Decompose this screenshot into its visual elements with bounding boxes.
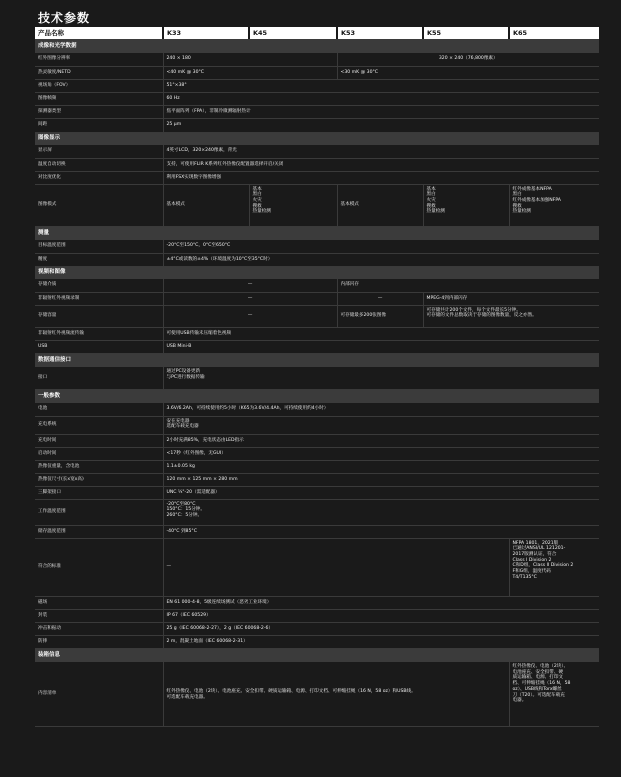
row-label: 目标温度范围 [35, 240, 163, 253]
table-row [35, 538, 599, 596]
header-k55: K55 [423, 27, 509, 39]
table-row [35, 279, 599, 292]
section-order: 装箱信息 [35, 648, 599, 662]
table-row [35, 327, 599, 340]
row-value: 240 × 180 [163, 53, 337, 66]
row-value: — [337, 292, 423, 305]
table-row [35, 525, 599, 538]
row-value: -40°C 到85°C [163, 525, 599, 538]
row-value: <30 mK @ 30°C [337, 66, 599, 79]
row-label: 图像模式 [35, 184, 163, 226]
row-label: USB [35, 340, 163, 353]
section-row [35, 39, 599, 53]
row-label: 磁场 [35, 596, 163, 609]
row-value: UNC ¼"-20（需适配器） [163, 486, 599, 499]
row-value: 基本 黑白 火灾 搜救 热量检测 [249, 184, 337, 226]
row-value: 支持，可使用FLIR K系列红外热像仪配置器选择开启/关闭 [163, 158, 599, 171]
row-value: — [163, 292, 337, 305]
row-label: 热像仪尺寸(长x宽x高) [35, 473, 163, 486]
table-row [35, 145, 599, 158]
table-row [35, 53, 599, 66]
table-row [35, 105, 599, 118]
section-video: 视频和图像 [35, 266, 599, 279]
section-general: 一般参数 [35, 389, 599, 403]
section-measure: 测量 [35, 226, 599, 240]
table-row [35, 609, 599, 622]
table-row [35, 240, 599, 253]
row-value: 红外热像仪、电池（2块）、电池座充、安全扣带、硬质运输箱、电源、打印文档、可伸缩挂绳（16 N，58 oz）和USB线。 可选配车载充电器。 [163, 662, 509, 726]
row-value: 红外成像基本NFPA 黑白 红外成像基本加强NFPA 搜救 热量检测 [509, 184, 599, 226]
header-row [35, 27, 599, 39]
row-value: 2小时充满85%，充电状态由LED指示 [163, 434, 599, 447]
row-value: 可使用USB传输未压缩着色视频 [163, 327, 599, 340]
row-value: NFPA 1801，2021版 已通过ANSI/UL 121201- 2017版测认证，符合 Class I Division 2 C和D组，Class II Division 2 F和G组，温度代码 T4/T135°C [509, 538, 599, 596]
row-value: 内部闪存 [337, 279, 599, 292]
row-label: 储存温度范围 [35, 525, 163, 538]
table-row [35, 460, 599, 473]
row-value: 120 mm × 125 mm × 280 mm [163, 473, 599, 486]
row-label: 间距 [35, 118, 163, 132]
row-label: 非辐射红外视频录制 [35, 292, 163, 305]
row-value: 4英寸LCD，320×240像素，背光 [163, 145, 599, 158]
row-value: 25 g（IEC 60068-2-27），2 g（IEC 60068-2-6） [163, 622, 599, 635]
section-imaging: 成像和光学数据 [35, 39, 599, 53]
section-row [35, 389, 599, 403]
section-comm: 数据通信接口 [35, 353, 599, 367]
page-title: 技术参数 [38, 11, 91, 25]
row-value: 可存储共计200个文件，每个文件最长5分钟。 可存储的文件总数取决于存储的图像数量，反之亦然。 [423, 305, 599, 327]
table-row [35, 416, 599, 434]
row-label: 封装 [35, 609, 163, 622]
row-label: 三脚架接口 [35, 486, 163, 499]
row-label: 内容清单 [35, 662, 163, 726]
row-label: 非辐射红外视频流传输 [35, 327, 163, 340]
header-k33: K33 [163, 27, 249, 39]
row-value: 通过PC设备更新 与PC进行数据传输 [163, 367, 599, 389]
section-row [35, 132, 599, 145]
row-value: 基本模式 [163, 184, 249, 226]
header-k53: K53 [337, 27, 423, 39]
row-value: — [163, 538, 509, 596]
row-value: USB Mini-B [163, 340, 599, 353]
row-label: 接口 [35, 367, 163, 389]
row-label: 红外图像分辨率 [35, 53, 163, 66]
row-label: 显示屏 [35, 145, 163, 158]
table-row [35, 305, 599, 327]
header-k45: K45 [249, 27, 337, 39]
table-row [35, 292, 599, 305]
row-value: 2 m，混凝土地面（IEC 60068-2-31） [163, 635, 599, 648]
row-label: 电池 [35, 403, 163, 416]
table-row [35, 486, 599, 499]
table-row [35, 367, 599, 389]
row-value: -20°C至80°C 150°C：15分钟。 260°C：5分钟。 [163, 499, 599, 525]
row-value: -20°C至150°C，0°C至650°C [163, 240, 599, 253]
row-label: 工作温度范围 [35, 499, 163, 525]
row-label: 热像仪重量，含电池 [35, 460, 163, 473]
row-value: 1.1±0.05 kg [163, 460, 599, 473]
row-value: 3.6V/6.2Ah，可持续使用约5小时（K65为3.6V/4.4Ah，可持续使用约4小时） [163, 403, 599, 416]
spec-table [35, 27, 599, 727]
row-value: 焦平面阵列（FPA），非制冷微测辐射热计 [163, 105, 599, 118]
table-row [35, 79, 599, 92]
row-label: 热灵敏度/NETD [35, 66, 163, 79]
row-value: 60 Hz [163, 92, 599, 105]
table-row [35, 596, 599, 609]
row-label: 充电时间 [35, 434, 163, 447]
row-label: 精度 [35, 253, 163, 266]
row-value: 可存储最多200张图像 [337, 305, 423, 327]
row-value: <40 mK @ 30°C [163, 66, 337, 79]
row-value: — [163, 305, 337, 327]
row-label: 视场角（FOV） [35, 79, 163, 92]
row-label: 存储容量 [35, 305, 163, 327]
table-row [35, 622, 599, 635]
row-value: 320 × 240（76,800像素） [337, 53, 599, 66]
row-value: — [163, 279, 337, 292]
row-value: MPEG-4到内部闪存 [423, 292, 599, 305]
section-row [35, 266, 599, 279]
row-value: 基本 黑白 火灾 搜救 热量检测 [423, 184, 509, 226]
row-label: 存储介质 [35, 279, 163, 292]
row-value: 安在充电器 选配车载充电器 [163, 416, 599, 434]
row-label: 充电系统 [35, 416, 163, 434]
row-value: 25 μm [163, 118, 599, 132]
table-row [35, 635, 599, 648]
table-row [35, 662, 599, 726]
row-value: 红外热像仪、电池（2块）、 电池座充、安全扣带、硬 质运输箱、电源、打印文 档、可伸缩挂绳（16 N，58 oz）、USB线和Torx螺丝 刀（T20）。可选配车载充 电器。 [509, 662, 599, 726]
section-row [35, 353, 599, 367]
header-k65: K65 [509, 27, 599, 39]
row-value: 51°×38° [163, 79, 599, 92]
section-row [35, 648, 599, 662]
row-label: 对比度优化 [35, 171, 163, 184]
row-value: ±4°C或读数的±4%（环境温度为10°C至35°C时） [163, 253, 599, 266]
row-value: 基本模式 [337, 184, 423, 226]
table-row [35, 171, 599, 184]
table-row [35, 499, 599, 525]
section-display: 图像显示 [35, 132, 599, 145]
table-row [35, 118, 599, 132]
table-row [35, 340, 599, 353]
row-label: 探测器类型 [35, 105, 163, 118]
row-label: 图像帧频 [35, 92, 163, 105]
row-value: IP 67（IEC 60529） [163, 609, 599, 622]
row-label: 温度自动切换 [35, 158, 163, 171]
table-row [35, 92, 599, 105]
table-row [35, 403, 599, 416]
row-label: 符合的标准 [35, 538, 163, 596]
table-row [35, 184, 599, 226]
table-row [35, 253, 599, 266]
table-row [35, 473, 599, 486]
row-label: 防摔 [35, 635, 163, 648]
row-label: 冲击和振动 [35, 622, 163, 635]
row-label: 启动时间 [35, 447, 163, 460]
table-row [35, 447, 599, 460]
row-value: EN 61 000-4-8，5级连续场测试（恶劣工业环境） [163, 596, 599, 609]
table-row [35, 158, 599, 171]
section-row [35, 226, 599, 240]
row-value: <17秒（红外图像，无GUI） [163, 447, 599, 460]
row-value: 利用FSX实现数字图像增强 [163, 171, 599, 184]
header-product-name: 产品名称 [35, 27, 163, 39]
table-row [35, 66, 599, 79]
table-row [35, 434, 599, 447]
